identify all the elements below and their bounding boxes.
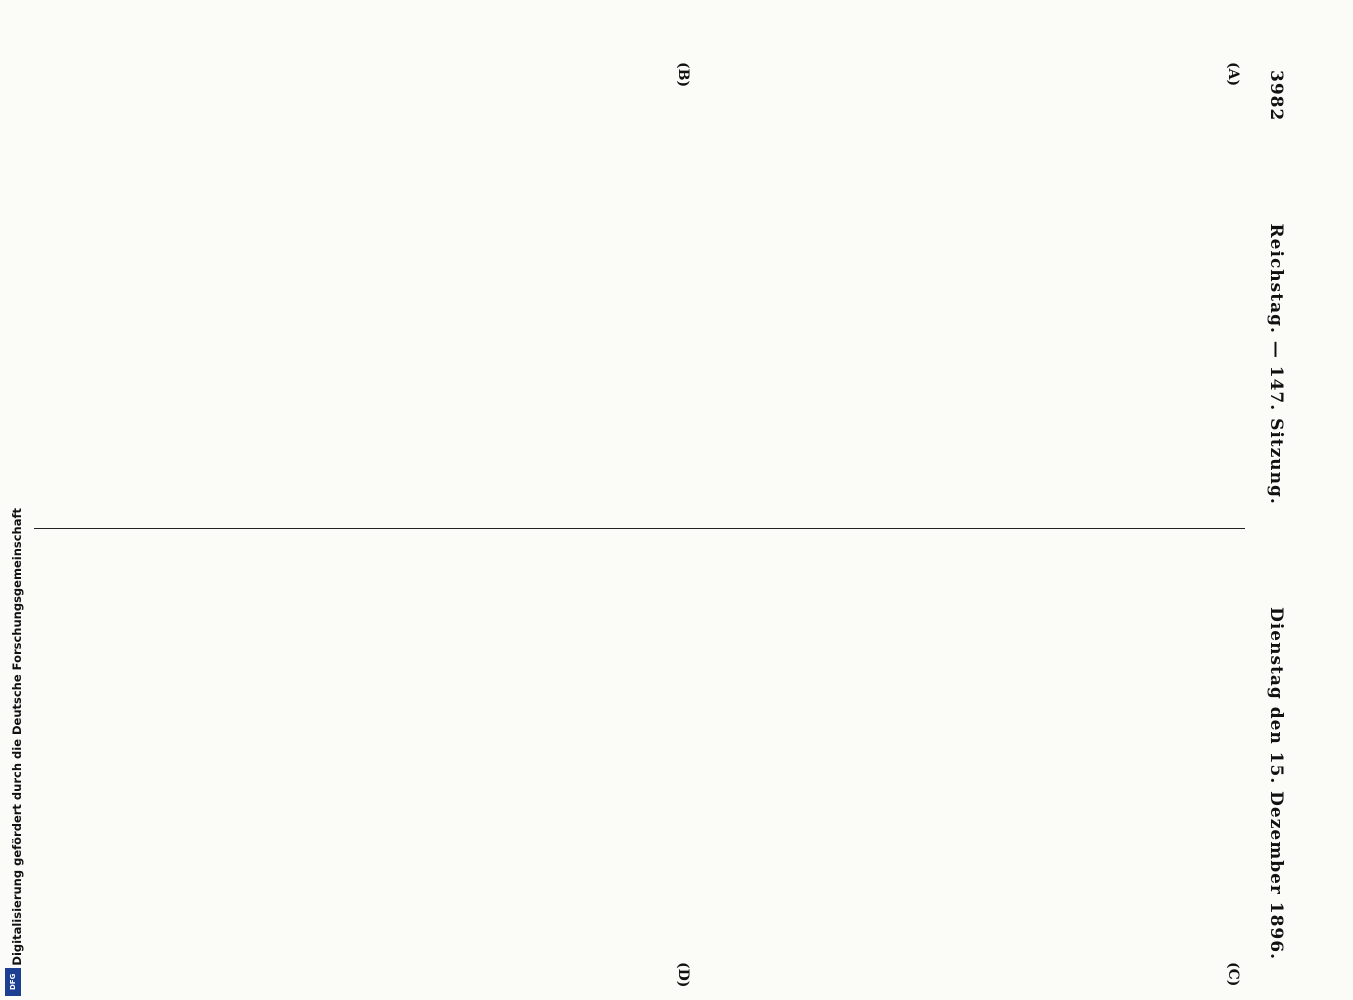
text-column-left bbox=[40, 95, 1238, 510]
margin-letter-b: (B) bbox=[675, 62, 691, 88]
page-header bbox=[1259, 70, 1293, 960]
running-title: Reichstag. — 147. Sitzung. bbox=[1266, 223, 1286, 505]
session-date: Dienstag den 15. Dezember 1896. bbox=[1266, 607, 1286, 960]
margin-letter-a: (A) bbox=[1225, 62, 1241, 87]
dfg-logo-icon: DFG bbox=[5, 968, 21, 996]
margin-letter-c: (C) bbox=[1225, 962, 1241, 987]
credit-text: Digitalisierung gefördert durch die Deutsche Forschungsgemeinschaft bbox=[10, 508, 24, 966]
column-divider bbox=[34, 528, 1245, 529]
text-column-right bbox=[40, 550, 1238, 955]
margin-letter-d: (D) bbox=[675, 962, 691, 988]
digitization-credit bbox=[8, 0, 26, 1000]
page-number: 3982 bbox=[1266, 70, 1286, 122]
